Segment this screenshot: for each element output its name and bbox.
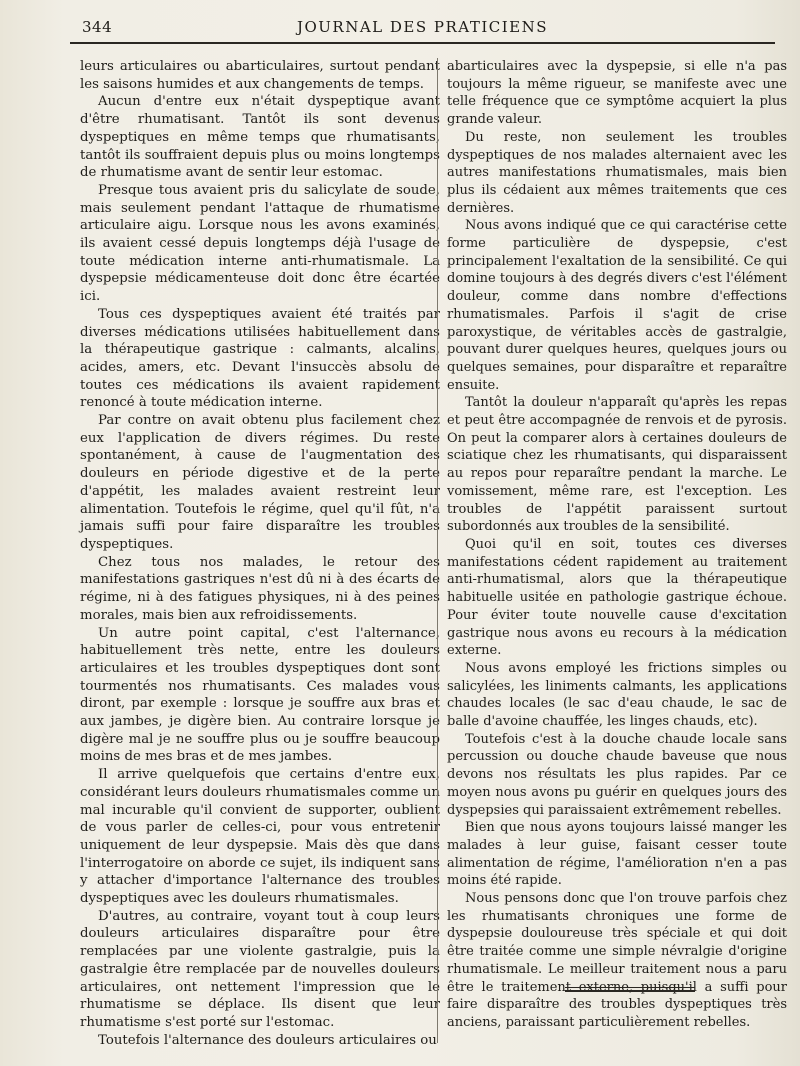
end-of-article-rule bbox=[565, 987, 695, 994]
end-rule-line bbox=[565, 990, 695, 992]
paragraph: abarticulaires avec la dyspepsie, si elle n'a pas toujours la même rigueur, se manifeste avec une telle fréquence que ce symptôme acquiert la plus grande valeur. bbox=[447, 59, 787, 128]
paragraph: Nous pensons donc que l'on trouve parfois chez les rhumatisants chroniques une forme de dyspepsie douloureuse très spéciale et qui doit être traitée comme une simple névralgie d'origine rhumatismale. Le meilleur traitement nous a paru être le traitement externe, puisqu'il a suffi pour faire disparaître des troubles dyspeptiques très anciens, paraissant particulièrement rebelles. bbox=[447, 891, 787, 1030]
paragraph: Toutefois c'est à la douche chaude locale sans percussion ou douche chaude baveuse que nous devons nos résultats les plus rapides. Par ce moyen nous avons pu guérir en quelques jours des dyspepsies qui paraissaient extrêmement rebelles. bbox=[447, 731, 787, 818]
page-header bbox=[70, 14, 775, 44]
paragraph: Toutefois l'alternance des douleurs articulaires ou bbox=[98, 1032, 437, 1048]
paragraph: leurs articulaires ou abarticulaires, surtout pendant les saisons humides et aux changements de temps. bbox=[80, 59, 440, 92]
left-column bbox=[80, 58, 440, 1049]
paragraph: Tous ces dyspeptiques avaient été traités par diverses médications utilisées habituellement dans la thérapeutique gastrique : calmants, alcalins, acides, amers, etc. Devant l'insuccès absolu de toutes ces médications ils avaient rapidement renoncé à toute médication interne. bbox=[80, 306, 440, 411]
right-column bbox=[447, 58, 787, 1032]
paragraph: Quoi qu'il en soit, toutes ces diverses manifestations cédent rapidement au traitement anti-rhumatismal, alors que la thérapeutique habituelle usitée en pathologie gastrique échoue. Pour éviter toute nouvelle cause d'excitation gastrique nous avons eu recours à la médication externe. bbox=[447, 536, 787, 659]
paragraph: Aucun d'entre eux n'était dyspeptique avant d'être rhumatisant. Tantôt ils sont devenus dyspeptiques en même temps que rhumatisants, tantôt ils souffraient depuis plus ou moins longtemps de rhumatisme avant de sentir leur estomac. bbox=[80, 94, 440, 181]
end-rule-line bbox=[565, 987, 695, 988]
journal-title: JOURNAL DES PRATICIENS bbox=[296, 18, 549, 36]
paragraph: Par contre on avait obtenu plus facilement chez eux l'application de divers régimes. Du reste spontanément, à cause de l'augmentation des douleurs en période digestive et de la perte d'appétit, les malades avaient restreint leur alimentation. Toutefois le régime, quel qu'il fût, n'a jamais suffi pour faire disparaître les troubles dyspeptiques. bbox=[80, 413, 440, 552]
paragraph: Il arrive quelquefois que certains d'entre eux, considérant leurs douleurs rhumatismales comme un mal incurable qu'il convient de supporter, oublient de vous parler de celles-ci, pour vous entretenir uniquement de leur dyspepsie. Mais dès que dans l'interrogatoire on aborde ce sujet, ils indiquent sans y attacher d'importance l'alternance des troubles dyspeptiques avec les douleurs rhumatismales. bbox=[80, 767, 440, 907]
column-divider bbox=[437, 58, 438, 1043]
paragraph: Du reste, non seulement les troubles dyspeptiques de nos malades alternaient avec les autres manifestations rhumatismales, mais bien plus ils cédaient aux mêmes traitements que ces dernières. bbox=[447, 129, 787, 216]
paragraph: Un autre point capital, c'est l'alternance, habituellement très nette, entre les douleurs articulaires et les troubles dyspeptiques dont sont tourmentés nos rhumatisants. Ces malades vous diront, par exemple : lorsque je souffre aux bras et aux jambes, je digère bien. Au contraire lorsque je digère mal je ne souffre plus ou je souffre beaucoup moins de mes bras et de mes jambes. bbox=[80, 625, 440, 765]
paragraph: Bien que nous ayons toujours laissé manger les malades à leur guise, faisant cesser toute alimentation de régime, l'amélioration n'en a pas moins été rapide. bbox=[447, 820, 787, 889]
paragraph: Tantôt la douleur n'apparaît qu'après les repas et peut être accompagnée de renvois et de pyrosis. On peut la comparer alors à certaines douleurs de sciatique chez les rhumatisants, qui disparaissent au repos pour reparaître pendant la marche. Le vomissement, même rare, est l'exception. Les troubles de l'appétit paraissent surtout subordonnés aux troubles de la sensibilité. bbox=[447, 395, 787, 535]
paragraph: D'autres, au contraire, voyant tout à coup leurs douleurs articulaires disparaître pour être remplacées par une violente gastralgie, puis la gastralgie être remplacée par de nouvelles douleurs articulaires, ont nettement l'impression que le rhumatisme se déplace. Ils disent que leur rhumatisme s'est porté sur l'estomac. bbox=[80, 908, 440, 1030]
paragraph: Presque tous avaient pris du salicylate de soude, mais seulement pendant l'attaque de rhumatisme articulaire aigu. Lorsque nous les avons examinés, ils avaient cessé depuis longtemps déjà l'usage de toute médication interne anti-rhumatismale. La dyspepsie médicamenteuse doit donc être écartée ici. bbox=[80, 182, 440, 305]
paragraph: Nous avons employé les frictions simples ou salicylées, les liniments calmants, les applications chaudes locales (le sac d'eau chaude, le sac de balle d'avoine chauffée, les linges chauds, etc). bbox=[447, 660, 787, 730]
header-rule bbox=[70, 42, 775, 44]
paragraph: Nous avons indiqué que ce qui caractérise cette forme particulière de dyspepsie, c'est principalement l'exaltation de la sensibilité. Ce qui domine toujours à des degrés divers c'est l'élément douleur, comme dans nombre d'effections rhumatismales. Parfois il s'agit de crise paroxystique, de véritables accès de gastralgie, pouvant durer quelques heures, quelques jours ou quelques semaines, pour disparaître et reparaître ensuite. bbox=[447, 218, 787, 393]
paragraph: Chez tous nos malades, le retour des manifestations gastriques n'est dû ni à des écarts de régime, ni à des fatigues physiques, ni à des peines morales, mais bien aux refroidissements. bbox=[80, 554, 440, 623]
page-number: 344 bbox=[82, 18, 113, 36]
